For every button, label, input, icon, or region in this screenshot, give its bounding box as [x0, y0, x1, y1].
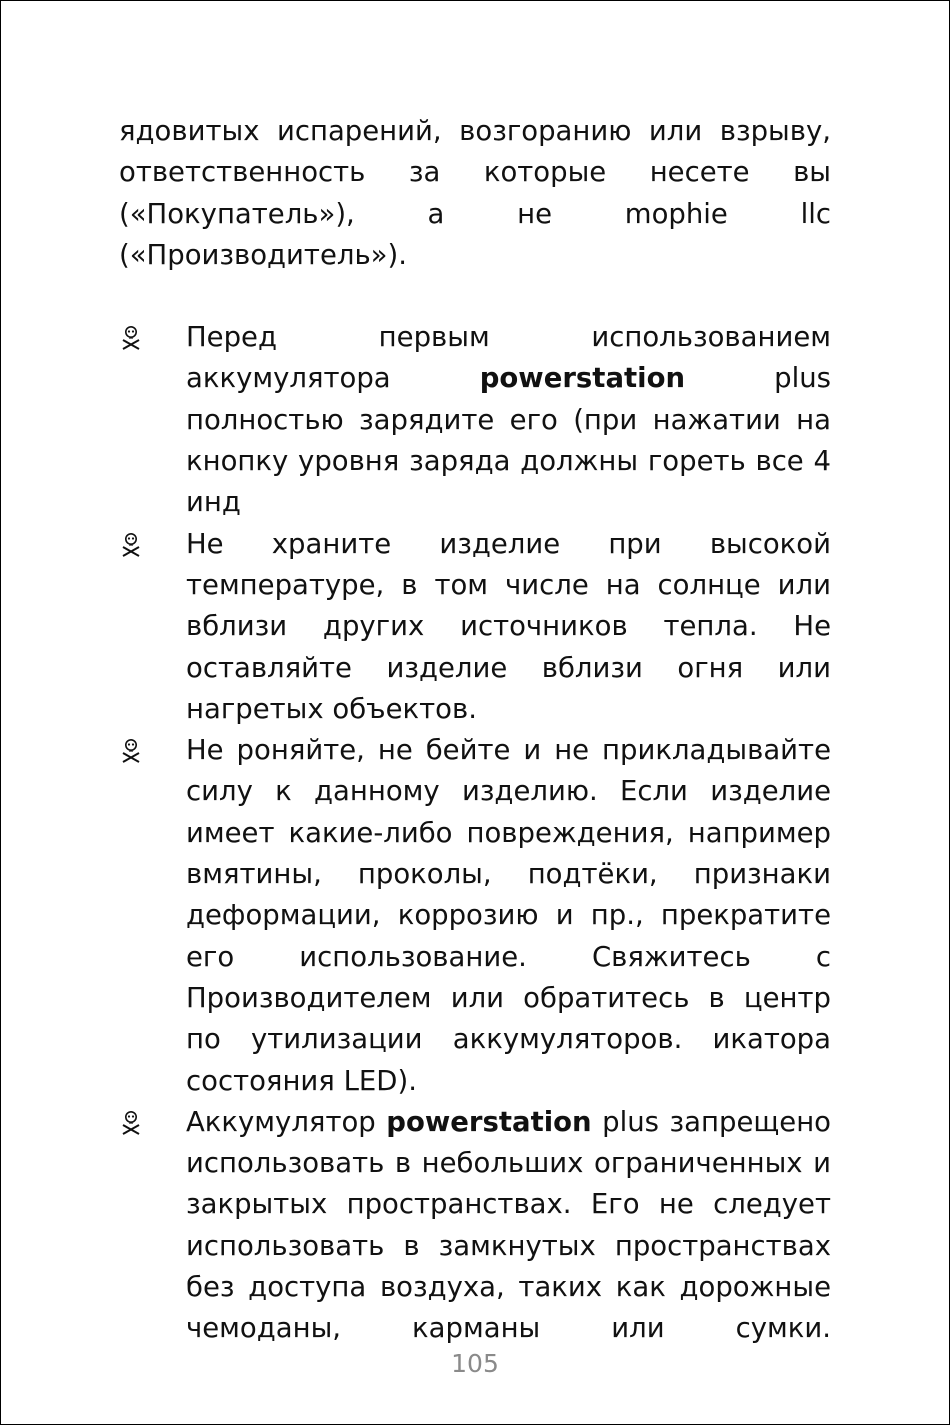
warning-item	[119, 1102, 831, 1350]
warning-text: Не храните изделие при высокой температуре, в том числе на солнце или вблизи других источников тепла. Не оставляйте изделие вблизи огня или нагретых объектов.	[186, 527, 831, 725]
warning-item	[119, 317, 831, 523]
skull-crossbones-icon	[119, 325, 143, 351]
warning-text: Перед первым использованием аккумулятора powerstation plus полностью зарядите его (при нажатии на кнопку уровня заряда должны гореть все 4 инд	[186, 321, 831, 519]
skull-crossbones-icon	[119, 532, 143, 558]
skull-crossbones-icon	[119, 738, 143, 764]
warning-item	[119, 730, 831, 1102]
intro-paragraph: ядовитых испарений, возгоранию или взрыву, ответственность за которые несете вы («Покупатель»), а не mophie llc («Производитель»).	[119, 115, 831, 271]
skull-crossbones-icon	[119, 1110, 143, 1136]
warning-item	[119, 524, 831, 730]
page-number: 105	[451, 1349, 499, 1378]
warning-text: Не роняйте, не бейте и не прикладывайте силу к данному изделию. Если изделие имеет какие-либо повреждения, например вмятины, проколы, подтёки, признаки деформации, коррозию и пр., прекратите его использование. Свяжитесь с Производителем или обратитесь в центр по утилизации аккумуляторов. икатора состояния LED).	[186, 734, 831, 1097]
warning-text: Аккумулятор powerstation plus запрещено использовать в небольших ограниченных и закрытых пространствах. Его не следует использовать в замкнутых пространствах без доступа воздуха, таких как дорожные чемоданы, карманы или сумки.	[186, 1105, 831, 1345]
page-content	[119, 111, 831, 1350]
warning-list	[119, 317, 831, 1349]
brand-name: powerstation	[479, 362, 686, 395]
brand-name: powerstation	[386, 1105, 592, 1138]
